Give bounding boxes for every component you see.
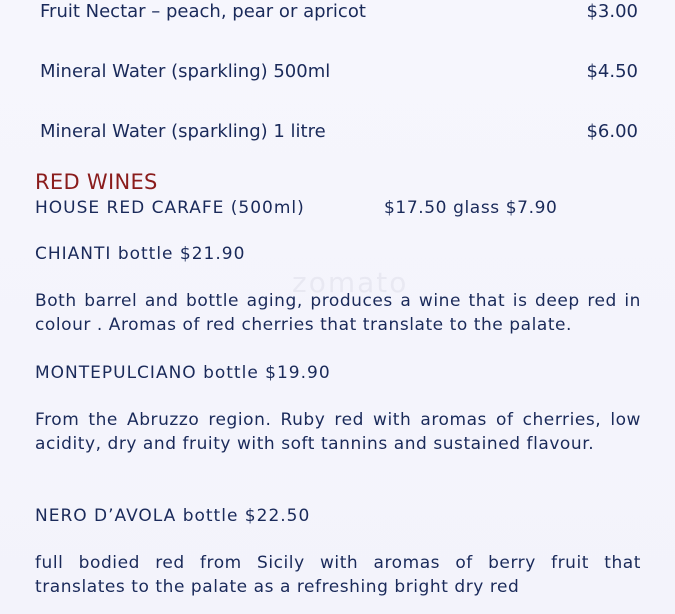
house-red-price: $17.50 glass $7.90 — [384, 198, 558, 218]
montepulciano-description: From the Abruzzo region. Ruby red with aromas of cherries, low acidity, dry and fruity with soft tannins and sustained flavour. — [35, 410, 641, 454]
drink-price: $6.00 — [586, 121, 638, 142]
chianti-title: CHIANTI bottle $21.90 — [35, 244, 246, 264]
nero-davola-title: NERO D’AVOLA bottle $22.50 — [35, 506, 311, 526]
montepulciano-title: MONTEPULCIANO bottle $19.90 — [35, 363, 331, 383]
house-red-name: HOUSE RED CARAFE (500ml) — [35, 198, 305, 218]
drink-price: $3.00 — [586, 1, 638, 22]
drink-price: $4.50 — [586, 61, 638, 82]
nero-davola-description: full bodied red from Sicily with aromas of berry fruit that translates to the palate as a refreshing bright dry red — [35, 553, 641, 597]
chianti-description: Both barrel and bottle aging, produces a wine that is deep red in colour . Aromas of red cherries that translate to the palate. — [35, 291, 641, 335]
drink-name: Mineral Water (sparkling) 500ml — [40, 61, 331, 82]
drink-name: Mineral Water (sparkling) 1 litre — [40, 121, 326, 142]
red-wines-heading: RED WINES — [35, 170, 158, 194]
watermark: zomato — [292, 266, 409, 299]
drink-name: Fruit Nectar – peach, pear or apricot — [40, 1, 366, 22]
